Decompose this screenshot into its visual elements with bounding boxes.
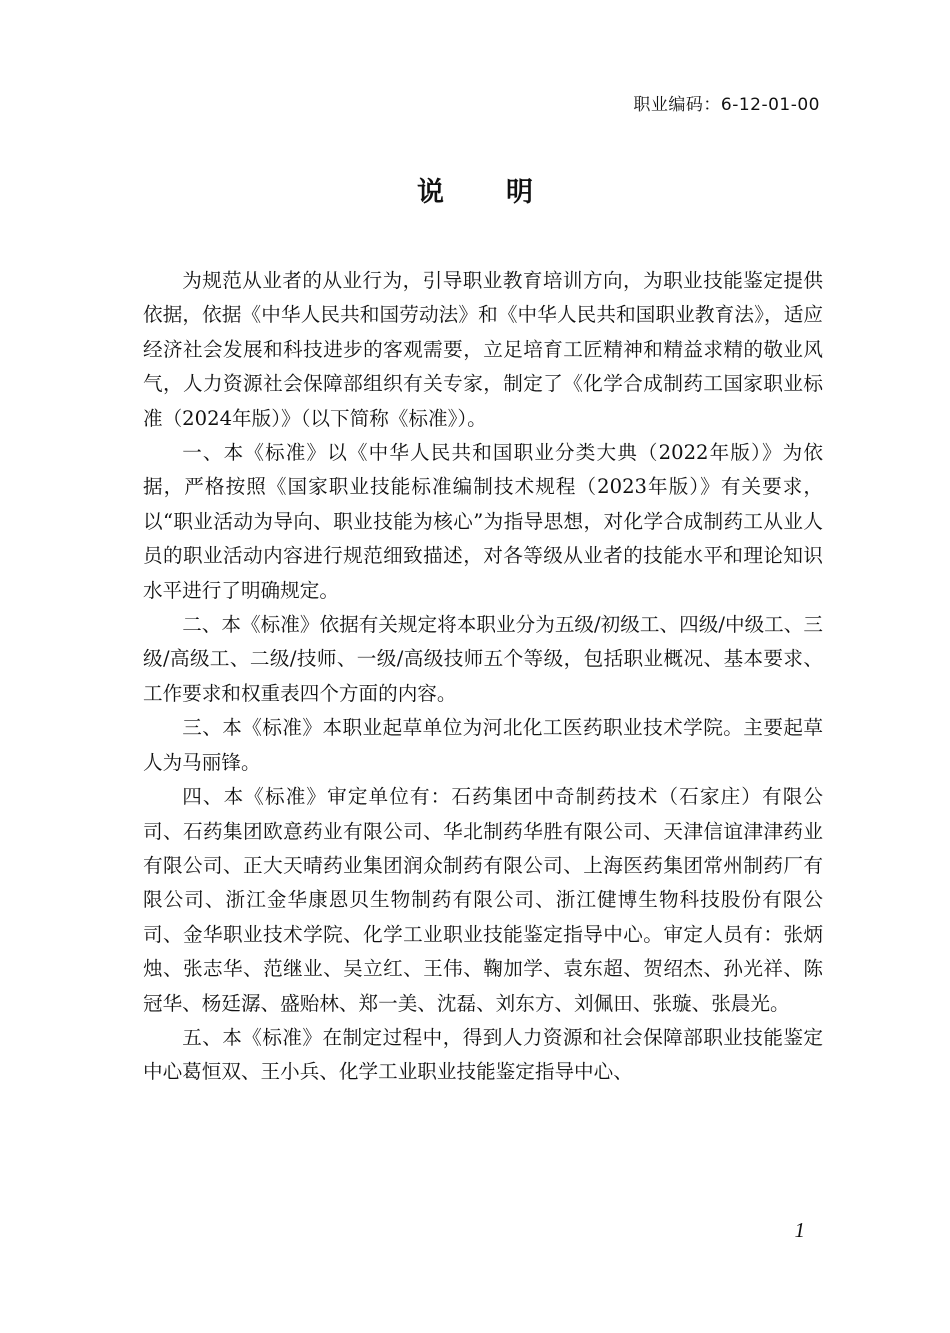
body-text [143, 264, 823, 1090]
paragraph-3: 三、本《标准》本职业起草单位为河北化工医药职业技术学院。主要起草人为马丽锋。 [143, 716, 823, 774]
paragraph-5: 五、本《标准》在制定过程中，得到人力资源和社会保障部职业技能鉴定中心葛恒双、王小兵、化学工业职业技能鉴定指导中心、 [143, 1025, 823, 1084]
page-number: 1 [794, 1218, 805, 1242]
page-title: 说明 [417, 177, 595, 208]
paragraph-2: 二、本《标准》依据有关规定将本职业分为五级/初级工、四级/中级工、三级/高级工、二级/技师、一级/高级技师五个等级，包括职业概况、基本要求、工作要求和权重表四个方面的内容。 [143, 613, 823, 705]
occupation-code: 职业编码：6-12-01-00 [633, 95, 820, 115]
paragraph-4: 四、本《标准》审定单位有：石药集团中奇制药技术（石家庄）有限公司、石药集团欧意药业有限公司、华北制药华胜有限公司、天津信谊津津药业有限公司、正大天晴药业集团润众制药有限公司、上海医药集团常州制药厂有限公司、浙江金华康恩贝生物制药有限公司、浙江健博生物科技股份有限公司、金华职业技术学院、化学工业职业技能鉴定指导中心。审定人员有：张炳烛、张志华、范继业、吴立红、王伟、鞠加学、袁东超、贺绍杰、孙光祥、陈冠华、杨廷潺、盛贻林、郑一美、沈磊、刘东方、刘佩田、张璇、张晨光。 [143, 785, 823, 1015]
intro-paragraph: 为规范从业者的从业行为，引导职业教育培训方向，为职业技能鉴定提供依据，依据《中华人民共和国劳动法》和《中华人民共和国职业教育法》，适应经济社会发展和科技进步的客观需要，立足培育工匠精神和精益求精的敬业风气，人力资源社会保障部组织有关专家，制定了《化学合成制药工国家职业标准（2024年版）》（以下简称《标准》）。 [143, 269, 823, 430]
paragraph-1: 一、本《标准》以《中华人民共和国职业分类大典（2022年版）》为依据，严格按照《国家职业技能标准编制技术规程（2023年版）》有关要求，以“职业活动为导向、职业技能为核心”为指导思想，对化学合成制药工从业人员的职业活动内容进行规范细致描述，对各等级从业者的技能水平和理论知识水平进行了明确规定。 [143, 441, 823, 602]
